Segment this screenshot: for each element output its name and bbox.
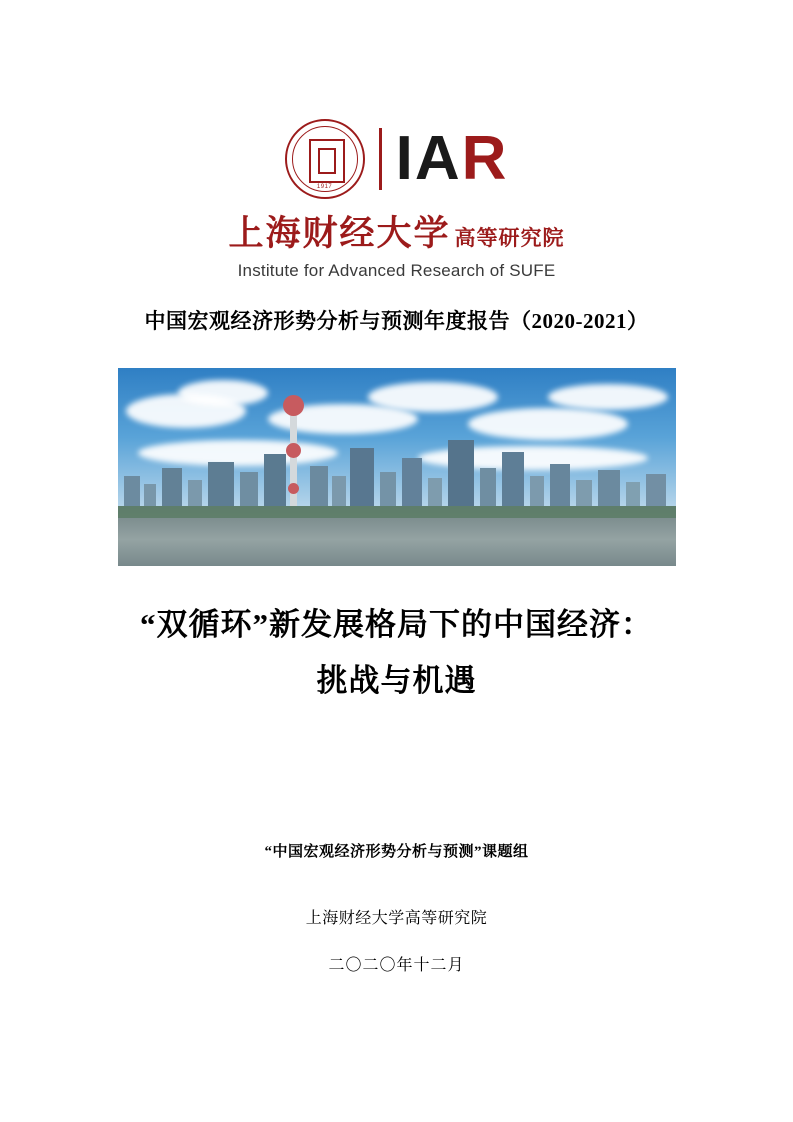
building-shape — [480, 468, 496, 506]
cloud-shape — [548, 384, 668, 410]
iar-letters-ia: IA — [395, 124, 462, 193]
building-shape — [626, 482, 640, 506]
logo-english-name: Institute for Advanced Research of SUFE — [237, 261, 556, 280]
building-shape — [188, 480, 202, 506]
logo-chinese-name — [228, 206, 564, 256]
research-team: “中国宏观经济形势分析与预测”课题组 — [264, 844, 529, 860]
building-shape — [576, 480, 592, 506]
logo-row — [285, 118, 509, 200]
report-title: 中国宏观经济形势分析与预测年度报告（2020-2021） — [144, 309, 649, 333]
building-shape — [124, 476, 140, 506]
institute-logo — [0, 118, 793, 281]
organization-name: 上海财经大学高等研究院 — [305, 910, 488, 927]
building-shape — [598, 470, 620, 506]
building-shape — [502, 452, 524, 506]
main-title-line-1: “双循环”新发展格局下的中国经济： — [140, 607, 653, 642]
building-shape — [144, 484, 156, 506]
riverbank-shape — [118, 506, 676, 518]
building-shape — [264, 454, 286, 506]
seal-inner-glyph — [309, 139, 345, 183]
cloud-shape — [138, 440, 338, 466]
building-shape — [208, 462, 234, 506]
building-shape — [448, 440, 474, 506]
pearl-sphere-upper — [283, 395, 304, 416]
building-shape — [380, 472, 396, 506]
university-seal-icon — [285, 119, 365, 199]
building-shape — [550, 464, 570, 506]
building-shape — [240, 472, 258, 506]
seal-year: 1917 — [316, 184, 333, 190]
logo-university-name: 上海财经大学 — [228, 214, 451, 253]
logo-divider — [379, 128, 382, 190]
building-shape — [646, 474, 666, 506]
main-title-line-2: 挑战与机遇 — [316, 663, 477, 698]
cloud-shape — [368, 382, 498, 412]
building-shape — [310, 466, 328, 506]
publication-date: 二〇二〇年十二月 — [328, 957, 465, 974]
building-shape — [428, 478, 442, 506]
iar-letter-r: R — [461, 124, 509, 193]
building-shape — [350, 448, 374, 506]
cloud-shape — [468, 408, 628, 440]
pearl-sphere-mid — [286, 443, 301, 458]
building-shape — [332, 476, 346, 506]
pearl-sphere-lower — [288, 483, 299, 494]
cloud-shape — [178, 380, 268, 406]
logo-institute-name: 高等研究院 — [454, 226, 565, 250]
huangpu-river-shape — [118, 518, 676, 566]
building-shape — [402, 458, 422, 506]
cover-photo — [118, 368, 676, 566]
building-shape — [162, 468, 182, 506]
iar-acronym — [395, 124, 509, 193]
building-shape — [530, 476, 544, 506]
main-title — [0, 597, 793, 709]
